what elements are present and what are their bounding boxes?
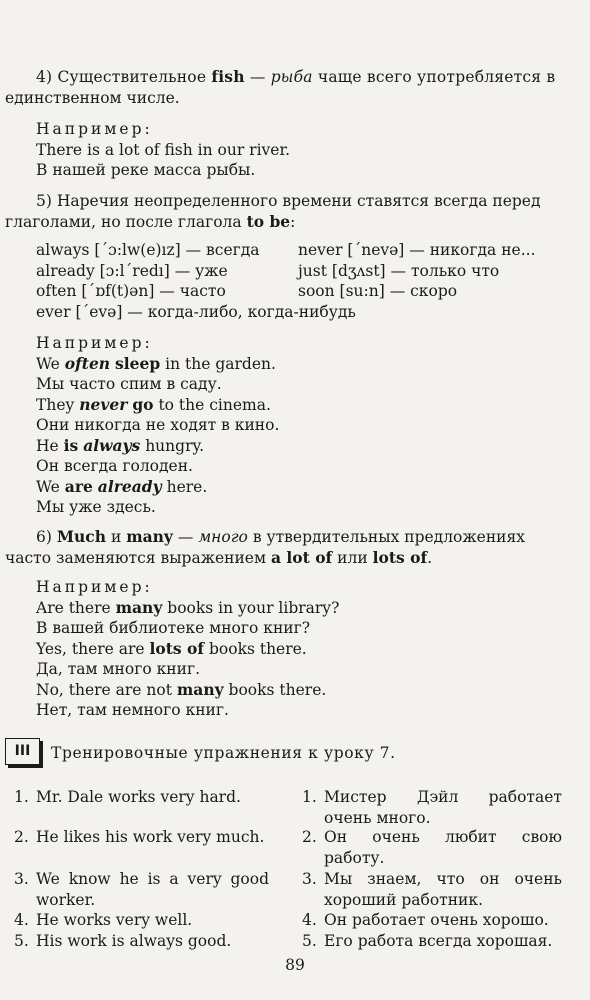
exercise-text: Он работает очень хорошо. [324, 911, 549, 929]
example-5-sentence-4 [36, 477, 556, 498]
emphasis-sleep: sleep [115, 353, 161, 373]
emphasis-is: is [63, 435, 79, 455]
exercise-text: Мистер Дэйл работает очень много. [324, 788, 562, 827]
word: to the cinema. [158, 395, 271, 414]
exercise-number: 5. [14, 932, 29, 950]
word: books in your library? [167, 598, 340, 617]
exercise-number: 5. [302, 932, 317, 950]
word: books there. [228, 680, 327, 699]
rule-6-paragraph [5, 527, 553, 568]
exercises-list [14, 787, 574, 952]
word: Are there [36, 598, 111, 617]
exercise-number: 1. [14, 788, 29, 806]
adverb-always: always [΄ɔ:lw(e)ız] — всегда [36, 241, 260, 259]
exercise-english [14, 869, 269, 910]
adverbs-table [36, 240, 556, 322]
word: Yes, there are [36, 639, 145, 658]
rule-4-paragraph [5, 67, 556, 108]
example-4-russian: В нашей реке масса рыбы. [36, 161, 256, 179]
exercise-russian [302, 931, 562, 952]
rule-4-text-rest: чаще всего употребляется в [317, 68, 556, 86]
rule-6-much: Much [56, 527, 106, 546]
section-title: Тренировочные упражнения к уроку 7. [51, 744, 396, 762]
rule-6-number: 6) [36, 528, 52, 546]
rule-6-or: или [337, 548, 368, 567]
rule-5-number: 5) [36, 192, 52, 210]
rule-4-line-2: единственном числе. [5, 88, 180, 107]
rule-6-text-2: часто заменяются выражением [5, 548, 267, 567]
adverb-soon: soon [su:n] — скоро [298, 282, 458, 300]
rule-6-a-lot-of: a lot of [270, 547, 333, 567]
adverb-never: never [΄nevə] — никогда не... [298, 241, 536, 259]
rule-4-dash: — [249, 68, 266, 86]
rule-6-text: в утвердительных предложениях [252, 528, 526, 546]
exercise-text: Mr. Dale works very hard. [36, 788, 241, 806]
example-6-answer-1-translation: Да, там много книг. [36, 660, 200, 678]
word: No, there are not [36, 680, 172, 699]
exercise-english [14, 827, 269, 848]
example-label: Например: [36, 120, 153, 138]
exercise-russian [302, 787, 562, 828]
rule-5-paragraph [5, 191, 553, 232]
adverbs-row [36, 281, 556, 302]
exercise-number: 2. [302, 828, 317, 846]
adverbs-row [36, 261, 556, 282]
exercise-russian [302, 869, 562, 910]
rule-6-lots-of: lots of [372, 547, 428, 567]
example-6-answer-2 [36, 680, 556, 701]
example-6-answer-1 [36, 639, 556, 660]
rule-6-period: . [427, 548, 433, 567]
rule-5-to-be: to be [246, 211, 291, 231]
emphasis-often: often [64, 353, 111, 373]
section-number-box: III [5, 738, 40, 765]
exercise-row [14, 869, 574, 910]
exercise-number: 3. [302, 870, 317, 888]
rule-6-translation: много [198, 528, 248, 546]
rule-5-text-2: глаголами, но после глагола [5, 212, 242, 231]
exercise-english [14, 787, 269, 808]
exercise-number: 2. [14, 828, 29, 846]
exercise-text: His work is always good. [36, 932, 232, 950]
exercise-english [14, 910, 269, 931]
word: We [36, 354, 60, 373]
exercise-text: Мы знаем, что он очень хороший работник. [324, 870, 562, 909]
adverb-often: often [΄ɒf(t)ən] — часто [36, 282, 226, 300]
exercise-row [14, 931, 574, 952]
rule-4-text: Существительное [57, 68, 207, 86]
adverbs-row [36, 302, 556, 323]
example-6-question [36, 598, 556, 619]
emphasis-are: are [64, 476, 93, 496]
exercise-text: He likes his work very much. [36, 828, 265, 846]
emphasis-go: go [132, 394, 154, 414]
rule-5-line-2 [5, 212, 553, 233]
exercise-text: Его работа всегда хорошая. [324, 932, 553, 950]
exercise-text: He works very well. [36, 911, 193, 929]
emphasis-always: always [83, 435, 141, 455]
emphasis-lots-of: lots of [149, 638, 205, 658]
adverb-just: just [dʒʌst] — только что [298, 261, 500, 280]
rule-5-text: Наречия неопределенного времени ставятся всегда перед [56, 192, 541, 210]
rule-5-colon: : [290, 212, 296, 231]
exercise-row [14, 787, 574, 827]
example-5-translation-2: Они никогда не ходят в кино. [36, 416, 280, 434]
example-4-english: There is a lot of fish in our river. [36, 140, 291, 159]
exercise-english [14, 931, 269, 952]
section-header [5, 738, 565, 770]
rule-4-number: 4) [36, 68, 53, 86]
adverb-ever: ever [΄evə] — когда-либо, когда-нибудь [36, 302, 356, 321]
exercise-text: Он очень любит свою работу. [324, 828, 562, 867]
example-5-sentence-3 [36, 436, 556, 457]
rule-5-line-1 [5, 191, 553, 212]
example-4-block [36, 119, 556, 181]
exercise-text: We know he is a very good worker. [36, 870, 269, 909]
exercise-number: 1. [302, 788, 317, 806]
example-label: Например: [36, 578, 153, 596]
emphasis-never: never [79, 394, 128, 414]
rule-4-word: fish [211, 67, 245, 86]
adverbs-row [36, 240, 556, 261]
rule-6-dash: — [177, 528, 194, 546]
exercise-number: 4. [302, 911, 317, 929]
rule-4-translation: рыба [270, 68, 313, 86]
example-6-question-translation: В вашей библиотеке много книг? [36, 619, 311, 637]
exercise-row [14, 827, 574, 869]
exercise-russian [302, 827, 562, 868]
rule-6-and: и [110, 528, 122, 546]
example-6-answer-2-translation: Нет, там немного книг. [36, 701, 229, 719]
word: We [36, 477, 60, 496]
word: books there. [208, 639, 307, 658]
example-5-translation-1: Мы часто спим в саду. [36, 375, 222, 393]
word: hungry. [145, 436, 205, 455]
exercise-number: 4. [14, 911, 29, 929]
example-label: Например: [36, 334, 153, 352]
emphasis-already: already [97, 476, 162, 496]
exercise-number: 3. [14, 870, 29, 888]
page-number: 89 [285, 956, 305, 974]
example-5-sentence-1 [36, 354, 556, 375]
emphasis-many: many [115, 597, 163, 617]
example-6-block [36, 577, 556, 721]
adverb-already: already [ɔ:l΄redı] — уже [36, 261, 228, 280]
word: He [36, 436, 59, 455]
emphasis-many: many [176, 679, 224, 699]
example-5-translation-3: Он всегда голоден. [36, 457, 193, 475]
word: here. [166, 477, 208, 496]
word: They [36, 395, 75, 414]
example-5-sentence-2 [36, 395, 556, 416]
example-5-block [36, 333, 556, 518]
example-5-translation-4: Мы уже здесь. [36, 498, 156, 516]
exercise-row [14, 910, 574, 931]
rule-6-many: many [126, 527, 173, 546]
rule-6-line-1 [5, 527, 553, 548]
exercise-russian [302, 910, 562, 931]
word: in the garden. [165, 354, 276, 373]
rule-6-line-2 [5, 548, 553, 569]
